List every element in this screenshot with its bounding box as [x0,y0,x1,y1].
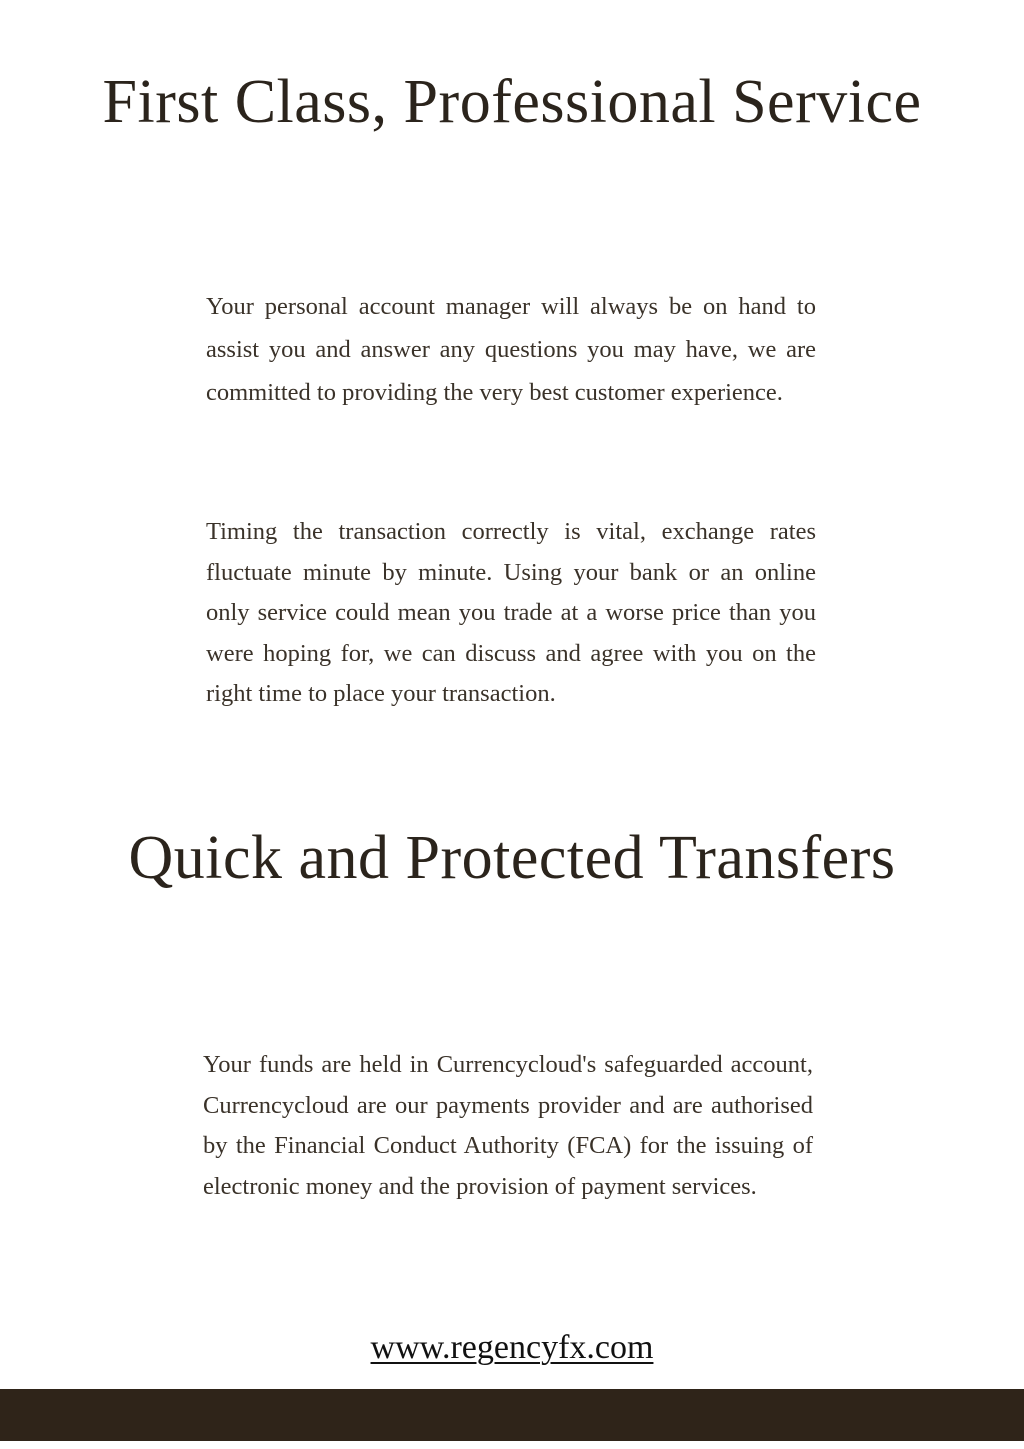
safeguarded-funds-paragraph: Your funds are held in Currencycloud's safeguarded account, Currencycloud are our payments provider and are authorised by the Financial Conduct Authority (FCA) for the issuing of electronic money and the provision of payment services. [203,1051,813,1200]
website-link[interactable]: www.regencyfx.com [370,1329,654,1366]
account-manager-paragraph: Your personal account manager will always be on hand to assist you and answer any questions you may have, we are committed to providing the very best customer experience. [206,293,816,406]
section-heading-quick-protected-transfers: Quick and Protected Transfers [128,824,896,892]
section-heading-first-class-service: First Class, Professional Service [102,68,922,136]
footer-bar [0,1389,1024,1441]
website-footer [0,1324,1024,1372]
timing-transaction-paragraph: Timing the transaction correctly is vital, exchange rates fluctuate minute by minute. Using your bank or an online only service could mean you trade at a worse price than you were hoping for, we can discuss and agree with you on the right time to place your transaction. [206,518,816,707]
